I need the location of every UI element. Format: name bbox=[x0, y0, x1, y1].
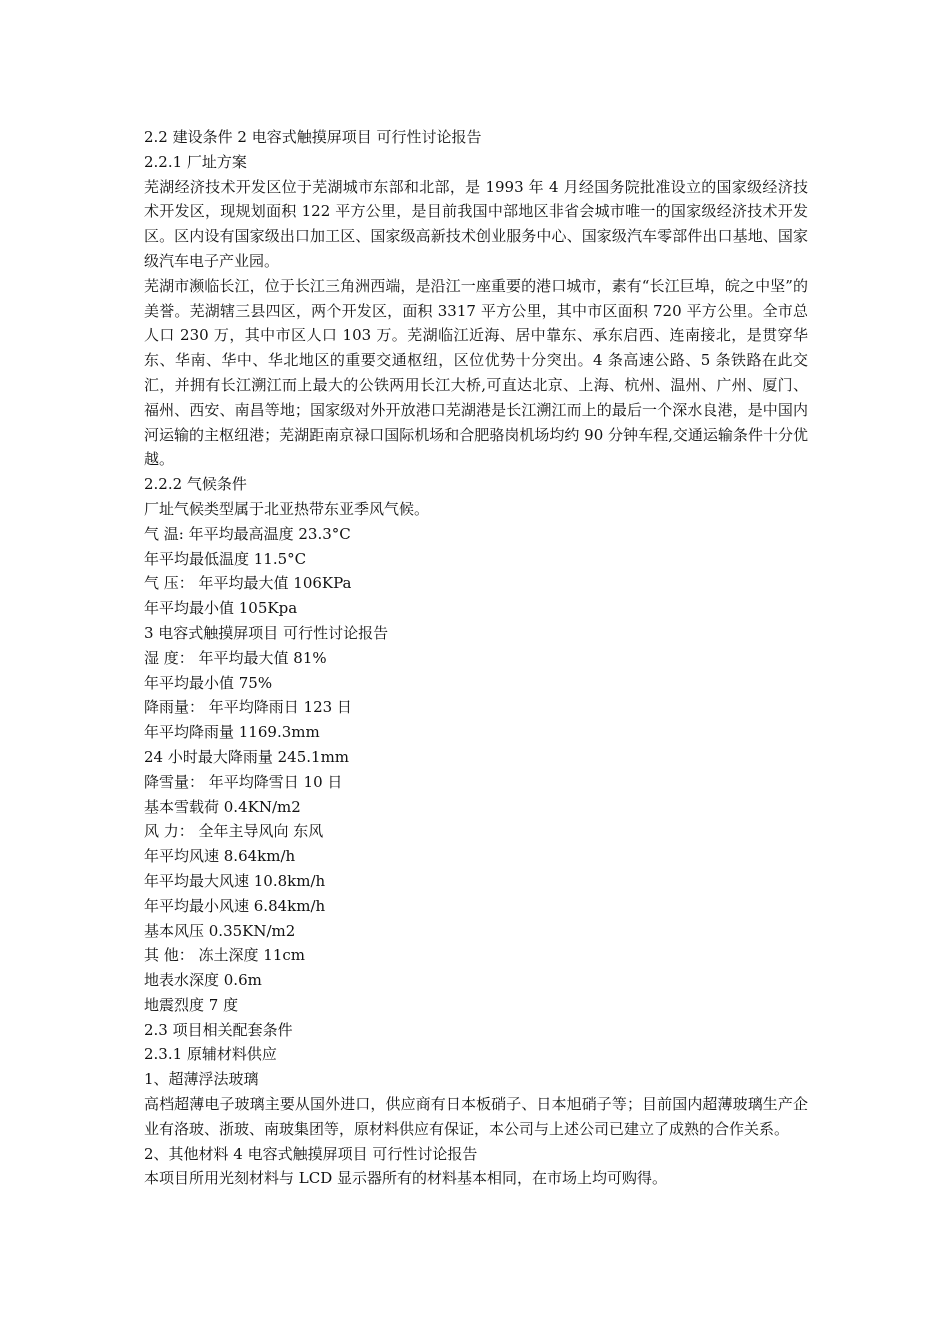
subsection-heading-2-2-1: 2.2.1 厂址方案 bbox=[144, 152, 247, 171]
humidity-max: 湿 度： 年平均最大值 81% bbox=[144, 648, 327, 667]
seismic-intensity: 地震烈度 7 度 bbox=[144, 995, 239, 1014]
paragraph-other-materials: 本项目所用光刻材料与 LCD 显示器所有的材料基本相同，在市场上均可购得。 bbox=[144, 1169, 668, 1188]
item-heading-glass: 1、超薄浮法玻璃 bbox=[144, 1070, 259, 1089]
page-header-3: 3 电容式触摸屏项目 可行性讨论报告 bbox=[144, 623, 389, 642]
frost-depth: 其 他： 冻土深度 11cm bbox=[144, 946, 306, 965]
wind-speed-max: 年平均最大风速 10.8km/h bbox=[144, 871, 326, 890]
document-page bbox=[144, 125, 808, 1191]
paragraph-wuhu-city: 芜湖市濒临长江，位于长江三角洲西端，是沿江一座重要的港口城市，素有“长江巨埠，皖之中坚”的美誉。芜湖辖三县四区，两个开发区，面积 3317 平方公里，其中市区面积 720 平方公里。全市总人口 230 万，其中市区人口 103 万。芜湖临江近海、居中靠东、承东启西、连南接北，是贯穿华东、华南、华中、华北地区的重要交通枢纽，区位优势十分突出。4 条高速公路、5 条铁路在此交汇，并拥有长江溯江而上最大的公铁两用长江大桥,可直达北京、上海、杭州、温州、广州、厦门、福州、西安、南昌等地；国家级对外开放港口芜湖港是长江溯江而上的最后一个深水良港，是中国内河运输的主枢纽港；芜湖距南京禄口国际机场和合肥骆岗机场均约 90 分钟车程,交通运输条件十分优越。 bbox=[144, 276, 808, 469]
humidity-min: 年平均最小值 75% bbox=[144, 673, 273, 692]
subsection-heading-2-3-1: 2.3.1 原辅材料供应 bbox=[144, 1045, 277, 1064]
rain-days: 降雨量： 年平均降雨日 123 日 bbox=[144, 698, 352, 717]
snow-days: 降雪量： 年平均降雪日 10 日 bbox=[144, 772, 343, 791]
climate-type: 厂址气候类型属于北亚热带东亚季风气候。 bbox=[144, 499, 430, 518]
snow-load: 基本雪载荷 0.4KN/m2 bbox=[144, 797, 301, 816]
paragraph-glass-supply: 高档超薄电子玻璃主要从国外进口，供应商有日本板硝子、日本旭硝子等；目前国内超薄玻璃生产企业有洛玻、浙玻、南玻集团等，原材料供应有保证，本公司与上述公司已建立了成熟的合作关系。 bbox=[144, 1095, 808, 1138]
pressure-min: 年平均最小值 105Kpa bbox=[144, 599, 298, 618]
paragraph-development-zone: 芜湖经济技术开发区位于芜湖城市东部和北部，是 1993 年 4 月经国务院批准设立的国家级经济技术开发区，现规划面积 122 平方公里，是目前我国中部地区非省会城市唯一的国家级经济技术开发区。区内设有国家级出口加工区、国家级高新技术创业服务中心、国家级汽车零部件出口基地、国家级汽车电子产业园。 bbox=[144, 177, 808, 270]
rainfall-annual: 年平均降雨量 1169.3mm bbox=[144, 723, 320, 742]
rainfall-24h-max: 24 小时最大降雨量 245.1mm bbox=[144, 747, 350, 766]
wind-speed-min: 年平均最小风速 6.84km/h bbox=[144, 896, 326, 915]
subsection-heading-2-2-2: 2.2.2 气候条件 bbox=[144, 475, 247, 494]
pressure-max: 气 压： 年平均最大值 106KPa bbox=[144, 574, 352, 593]
section-heading-2-2: 2.2 建设条件 2 电容式触摸屏项目 可行性讨论报告 bbox=[144, 128, 482, 146]
section-heading-2-3: 2.3 项目相关配套条件 bbox=[144, 1020, 293, 1039]
groundwater-depth: 地表水深度 0.6m bbox=[144, 971, 262, 990]
wind-speed-avg: 年平均风速 8.64km/h bbox=[144, 847, 296, 866]
wind-direction: 风 力： 全年主导风向 东风 bbox=[144, 822, 324, 841]
item-heading-other-materials: 2、其他材料 4 电容式触摸屏项目 可行性讨论报告 bbox=[144, 1144, 478, 1163]
temperature-min: 年平均最低温度 11.5°C bbox=[144, 549, 307, 568]
temperature-max: 气 温: 年平均最高温度 23.3°C bbox=[144, 524, 351, 543]
wind-pressure: 基本风压 0.35KN/m2 bbox=[144, 921, 296, 940]
